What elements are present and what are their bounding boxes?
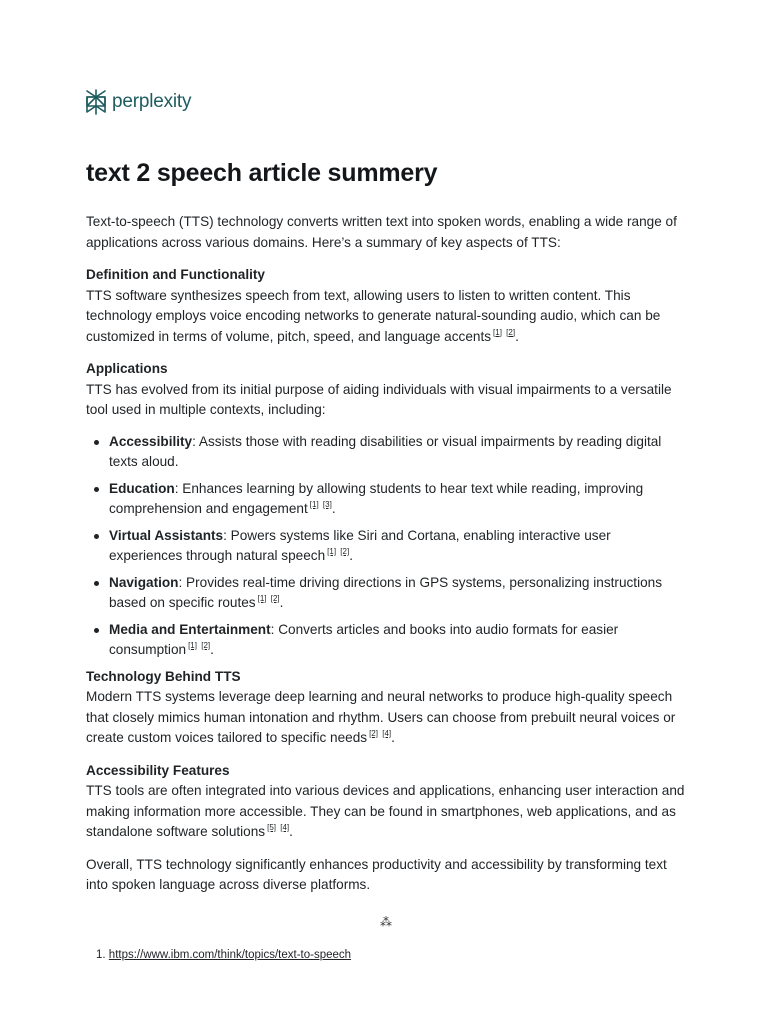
page-title: text 2 speech article summery bbox=[86, 159, 438, 187]
section-body: TTS software synthesizes speech from text, allowing users to listen to written content. This technology employs voice encoding networks to generate natural-sounding audio, which can be customized in terms of volume, pitch, speed, and language accents [1] [2]. bbox=[86, 287, 661, 344]
list-item-label: Virtual Assistants bbox=[109, 527, 224, 543]
reference-link[interactable]: https://www.ibm.com/think/topics/text-to-speech bbox=[108, 948, 352, 961]
list-item-label: Education bbox=[109, 480, 175, 496]
section-applications bbox=[86, 359, 686, 661]
list-item-text: : Enhances learning by allowing students to hear text while reading, improving comprehension and engagement bbox=[109, 480, 644, 516]
section-text: Modern TTS systems leverage deep learning and neural networks to produce high-quality speech that closely mimics human intonation and rhythm. Users can choose from prebuilt neural voices or create custom voices tailored to specific needs bbox=[86, 689, 676, 745]
references-list bbox=[86, 947, 686, 963]
applications-list bbox=[86, 432, 686, 661]
brand-name: perplexity bbox=[112, 91, 192, 112]
list-item-text: : Powers systems like Siri and Cortana, enabling interactive user experiences through natural speech bbox=[109, 527, 611, 563]
article bbox=[86, 157, 686, 963]
perplexity-logo-icon bbox=[85, 89, 107, 115]
list-item-label: Media and Entertainment bbox=[109, 621, 271, 637]
list-item: Navigation: Provides real-time driving directions in GPS systems, personalizing instructions based on specific routes [1] [2]. bbox=[109, 573, 686, 614]
list-item-text: : Assists those with reading disabilities or visual impairments by reading digital texts aloud. bbox=[109, 433, 662, 469]
section-heading: Accessibility Features bbox=[86, 762, 230, 778]
section-heading: Technology Behind TTS bbox=[86, 668, 241, 684]
list-item: Virtual Assistants: Powers systems like Siri and Cortana, enabling interactive user experiences through natural speech [1] [2]. bbox=[109, 526, 686, 567]
list-item: Media and Entertainment: Converts articles and books into audio formats for easier consumption [1] [2]. bbox=[109, 620, 686, 661]
reference-number: 1. bbox=[96, 948, 106, 961]
list-item-label: Navigation bbox=[109, 574, 179, 590]
section-accessibility bbox=[86, 761, 686, 843]
brand-logo[interactable] bbox=[85, 89, 191, 115]
section-text: TTS tools are often integrated into various devices and applications, enhancing user interaction and making information more accessible. They can be found in smartphones, web applications, and as standalone software solutions bbox=[86, 783, 685, 839]
section-body: Modern TTS systems leverage deep learning and neural networks to produce high-quality speech that closely mimics human intonation and rhythm. Users can choose from prebuilt neural voices or create custom voices tailored to specific needs [2] [4]. bbox=[86, 689, 676, 745]
list-item-label: Accessibility bbox=[109, 433, 193, 449]
conclusion-paragraph: Overall, TTS technology significantly enhances productivity and accessibility by transforming text into spoken language across diverse platforms. bbox=[86, 856, 667, 892]
section-definition bbox=[86, 265, 686, 347]
section-text: TTS software synthesizes speech from text, allowing users to listen to written content. This technology employs voice encoding networks to generate natural-sounding audio, which can be customized in terms of volume, pitch, speed, and language accents bbox=[86, 287, 661, 344]
section-divider: ⁂ bbox=[380, 914, 392, 929]
section-body: TTS tools are often integrated into various devices and applications, enhancing user interaction and making information more accessible. They can be found in smartphones, web applications, and as standalone software solutions [5] [4]. bbox=[86, 783, 685, 839]
list-item bbox=[109, 432, 686, 473]
section-technology bbox=[86, 667, 686, 749]
list-item-text: : Converts articles and books into audio formats for easier consumption bbox=[109, 621, 619, 657]
list-item-text: : Provides real-time driving directions in GPS systems, personalizing instructions based on specific routes bbox=[109, 574, 663, 610]
reference-item bbox=[96, 947, 686, 963]
section-text: TTS has evolved from its initial purpose of aiding individuals with visual impairments to a versatile tool used in multiple contexts, including: bbox=[86, 381, 672, 417]
section-heading: Definition and Functionality bbox=[86, 267, 265, 282]
intro-paragraph: Text-to-speech (TTS) technology converts written text into spoken words, enabling a wide range of applications across various domains. Here’s a summary of key aspects of TTS: bbox=[86, 214, 677, 250]
section-heading: Applications bbox=[86, 361, 168, 376]
list-item: Education: Enhances learning by allowing students to hear text while reading, improving comprehension and engagement [1] [3]. bbox=[109, 479, 686, 520]
